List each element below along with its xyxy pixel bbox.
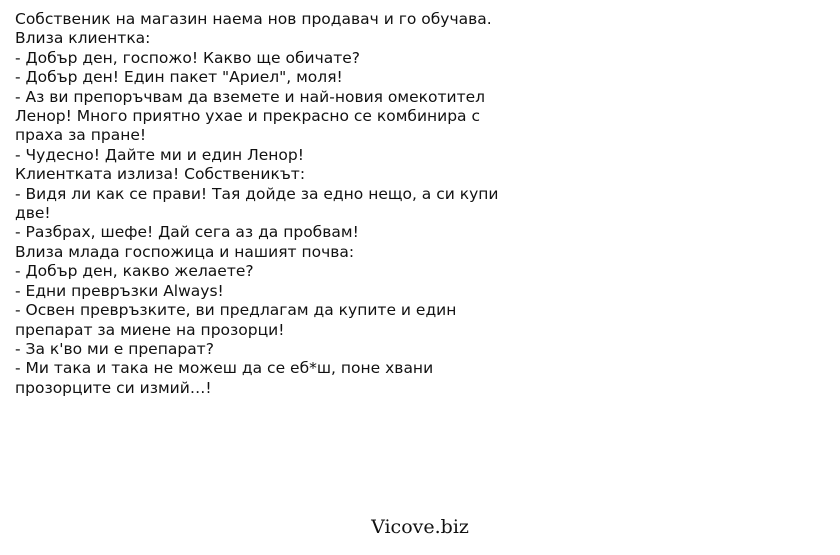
joke-line: - Видя ли как се прави! Тая дойде за едно нещо, а си купи xyxy=(15,184,499,203)
joke-line: Клиентката излиза! Собственикът: xyxy=(15,165,306,184)
joke-line: - Освен превръзките, ви предлагам да купите и един xyxy=(15,301,457,320)
joke-line: Влиза млада госпожица и нашият почва: xyxy=(15,242,355,261)
joke-text xyxy=(15,10,575,398)
joke-line: Ленор! Много приятно ухае и прекрасно се комбинира с xyxy=(15,107,481,126)
joke-line: - Ми така и така не можеш да се еб*ш, поне хвани xyxy=(15,359,434,378)
joke-line: - Добър ден, какво желаете? xyxy=(15,262,254,281)
joke-line: Собственик на магазин наема нов продавач и го обучава. xyxy=(15,10,492,28)
site-watermark: Vicove.biz xyxy=(371,516,469,538)
joke-line: - Разбрах, шефе! Дай сега аз да пробвам! xyxy=(15,223,359,242)
joke-line: - Добър ден! Един пакет "Ариел", моля! xyxy=(15,68,343,87)
joke-line: - Добър ден, госпожо! Какво ще обичате? xyxy=(15,48,361,67)
joke-line: - За к'во ми е препарат? xyxy=(15,339,214,358)
joke-line: - Чудесно! Дайте ми и един Ленор! xyxy=(15,145,304,164)
joke-line: - Едни превръзки Always! xyxy=(15,281,224,300)
joke-line: две! xyxy=(15,204,51,223)
joke-line: праха за пране! xyxy=(15,126,147,145)
joke-line: Влиза клиентка: xyxy=(15,29,151,48)
joke-line: препарат за миене на прозорци! xyxy=(15,320,285,339)
joke-line: прозорците си измий…! xyxy=(15,378,212,397)
joke-line: - Аз ви препоръчвам да вземете и най-новия омекотител xyxy=(15,87,486,106)
